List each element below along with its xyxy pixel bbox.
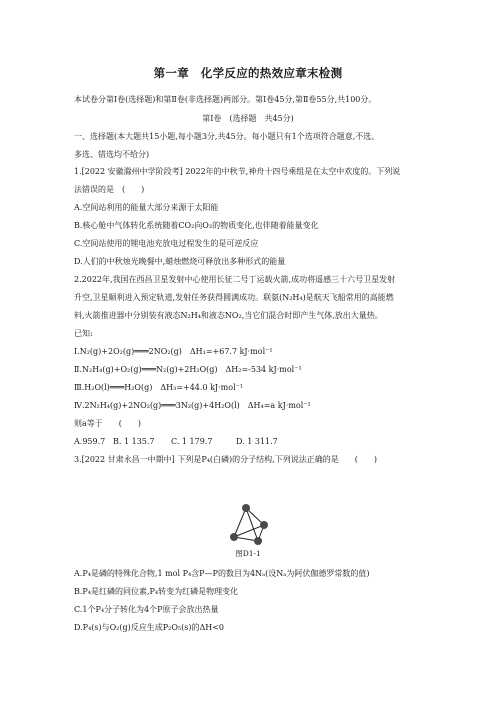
q3-option-d: D.P₄(s)与O₂(g)反应生成P₂O₅(s)的ΔH<0 bbox=[74, 623, 224, 632]
q2-stem-line-2: 升空,卫星顺利进入预定轨道,发射任务获得圆满成功。联氨(N₂H₄)是航天飞船常用的高能燃 bbox=[74, 293, 394, 302]
q2-equation-2: Ⅱ.N₂H₄(g)+O₂(g)═══N₂(g)+2H₂O(g) ΔH₂=-534 kJ·mol⁻¹ bbox=[74, 365, 302, 374]
section-instructions-line-2: 多选、错选均不给分) bbox=[74, 150, 150, 159]
q1-stem-line-2: 法错误的是 ( ) bbox=[74, 185, 145, 194]
phosphorus-atom bbox=[242, 504, 250, 512]
phosphorus-atom bbox=[230, 533, 238, 541]
q2-stem-line-3: 料,火箭推进器中分别装有液态N₂H₄和液态NO₂,当它们混合时即产生气体,放出大量热。 bbox=[74, 311, 383, 320]
q2-equation-3: Ⅲ.H₂O(l)═══H₂O(g) ΔH₃=+44.0 kJ·mol⁻¹ bbox=[74, 383, 244, 392]
q2-equation-1: Ⅰ.N₂(g)+2O₂(g)═══2NO₂(g) ΔH₁=+67.7 kJ·mol⁻¹ bbox=[74, 347, 273, 356]
q2-option-a: A.959.7 bbox=[74, 437, 106, 446]
q1-stem-line-1: 1.[2022 安徽滁州中学阶段考] 2022年的中秋节,神舟十四号乘组是在太空中欢度的。下列说 bbox=[74, 167, 401, 176]
phosphorus-atom bbox=[260, 521, 268, 529]
q3-option-a: A.P₄是磷的特殊化合物,1 mol P₄含P—P的数目为4Nₐ(设Nₐ为阿伏伽德罗常数的值) bbox=[74, 569, 370, 578]
q2-stem-line-1: 2.2022年,我国在西昌卫星发射中心使用长征二号丁运载火箭,成功将遥感三十六号卫星发射 bbox=[74, 275, 396, 284]
white-phosphorus-molecule-figure bbox=[228, 503, 276, 547]
q2-question: 则a等于 ( ) bbox=[74, 419, 142, 428]
exam-intro: 本试卷分第Ⅰ卷(选择题)和第Ⅱ卷(非选择题)两部分。第Ⅰ卷45分,第Ⅱ卷55分,共100分。 bbox=[74, 95, 377, 104]
chapter-title: 第一章 化学反应的热效应章末检测 bbox=[153, 66, 343, 80]
q2-stem-line-4: 已知: bbox=[74, 329, 93, 338]
q2-option-c: C. 1 179.7 bbox=[171, 437, 213, 446]
q1-option-c: C.空间站使用的锂电池充放电过程发生的是可逆反应 bbox=[74, 239, 259, 248]
q2-option-b: B. 1 135.7 bbox=[113, 437, 155, 446]
q2-equation-4: Ⅳ.2N₂H₄(g)+2NO₂(g)═══3N₂(g)+4H₂O(l) ΔH₄=a kJ·mol⁻¹ bbox=[74, 401, 311, 410]
q2-option-d: D. 1 311.7 bbox=[236, 437, 278, 446]
q1-option-b: B.核心舱中气体转化系统随着CO₂向O₂的物质变化,也伴随着能量变化 bbox=[74, 221, 319, 230]
q3-option-c: C.1个P₄分子转化为4个P原子会放出热量 bbox=[74, 605, 219, 614]
part1-heading: 第Ⅰ卷 (选择题 共45分) bbox=[202, 114, 294, 123]
phosphorus-atom bbox=[254, 537, 262, 545]
q3-stem: 3.[2022 甘肃永昌一中期中] 下列是P₄(白磷)的分子结构,下列说法正确的是 ( ) bbox=[74, 455, 377, 464]
q3-option-b: B.P₄是红磷的同位素,P₄转变为红磷是物理变化 bbox=[74, 587, 239, 596]
q1-option-d: D.人们的中秋烛光晚餐中,蜡烛燃烧可释放出多种形式的能量 bbox=[74, 257, 286, 266]
section-instructions-line-1: 一、选择题(本大题共15小题,每小题3分,共45分。每小题只有1个选项符合题意,不选、 bbox=[74, 132, 380, 141]
q1-option-a: A.空间站利用的能量大部分来源于太阳能 bbox=[74, 203, 219, 212]
figure-caption: 图D1-1 bbox=[235, 549, 261, 558]
